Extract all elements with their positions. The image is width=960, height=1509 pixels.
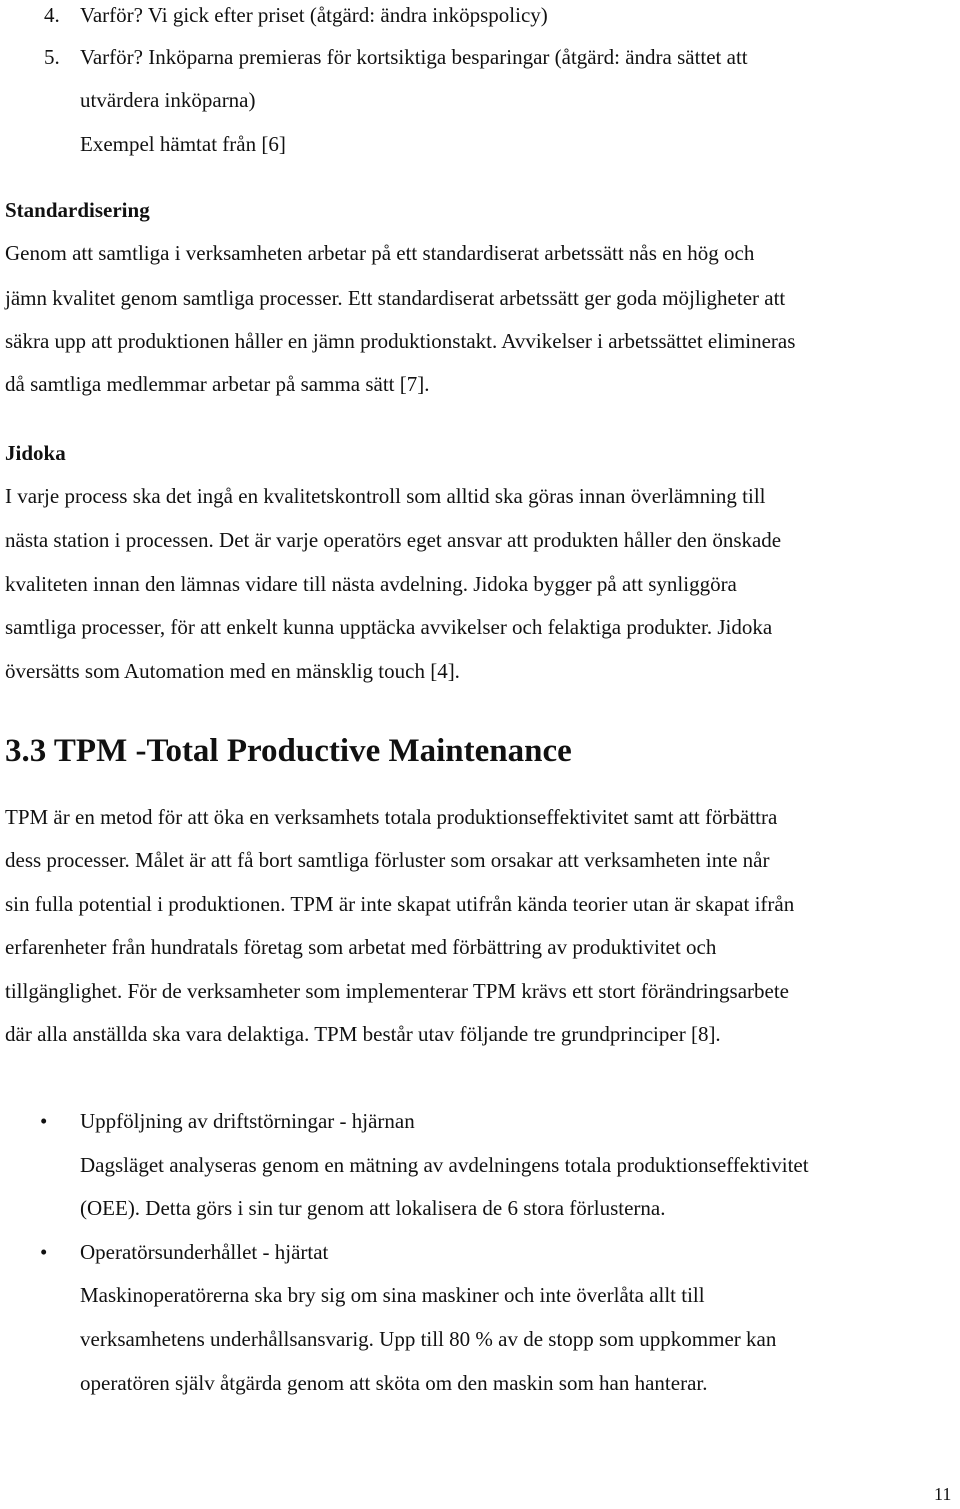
bullet-icon: •: [40, 1240, 48, 1264]
bullet-line: verksamhetens underhållsansvarig. Upp till 80 % av de stopp som uppkommer kan: [80, 1327, 777, 1351]
paragraph-line: I varje process ska det ingå en kvalitetskontroll som alltid ska göras innan överlämning till: [5, 484, 766, 508]
paragraph-line: Genom att samtliga i verksamheten arbetar på ett standardiserat arbetssätt nås en hög och: [5, 241, 755, 265]
paragraph-line: erfarenheter från hundratals företag som arbetat med förbättring av produktivitet och: [5, 935, 717, 959]
paragraph-line: sin fulla potential i produktionen. TPM är inte skapat utifrån kända teorier utan är skapat ifrån: [5, 892, 795, 916]
bullet-title: Operatörsunderhållet - hjärtat: [80, 1240, 329, 1264]
list-item-number: 4.: [44, 3, 60, 27]
bullet-icon: •: [40, 1109, 48, 1133]
example-source: Exempel hämtat från [6]: [80, 132, 286, 156]
paragraph-line: jämn kvalitet genom samtliga processer. Ett standardiserat arbetssätt ger goda möjligheter att: [5, 286, 786, 310]
paragraph-line: säkra upp att produktionen håller en jämn produktionstakt. Avvikelser i arbetssättet elimineras: [5, 329, 796, 353]
page-number: 11: [934, 1484, 952, 1504]
section-heading: 3.3 TPM -Total Productive Maintenance: [5, 733, 572, 769]
paragraph-line: kvaliteten innan den lämnas vidare till nästa avdelning. Jidoka bygger på att synliggöra: [5, 572, 737, 596]
jidoka-heading: Jidoka: [5, 441, 66, 465]
list-item-text: Varför? Vi gick efter priset (åtgärd: ändra inköpspolicy): [80, 3, 548, 27]
bullet-line: (OEE). Detta görs i sin tur genom att lokalisera de 6 stora förlusterna.: [80, 1196, 666, 1220]
bullet-line: Dagsläget analyseras genom en mätning av avdelningens totala produktionseffektivitet: [80, 1153, 809, 1177]
paragraph-line: dess processer. Målet är att få bort samtliga förluster som orsakar att verksamheten inte når: [5, 848, 770, 872]
paragraph-line: TPM är en metod för att öka en verksamhets totala produktionseffektivitet samt att förbättra: [5, 805, 778, 829]
paragraph-line: då samtliga medlemmar arbetar på samma sätt [7].: [5, 372, 430, 396]
list-item-text: Varför? Inköparna premieras för kortsiktiga besparingar (åtgärd: ändra sättet att: [80, 45, 748, 69]
bullet-line: Maskinoperatörerna ska bry sig om sina maskiner och inte överlåta allt till: [80, 1283, 705, 1307]
list-item-number: 5.: [44, 45, 60, 69]
paragraph-line: översätts som Automation med en mänsklig touch [4].: [5, 659, 460, 683]
bullet-line: operatören själv åtgärda genom att sköta om den maskin som han hanterar.: [80, 1371, 708, 1395]
paragraph-line: nästa station i processen. Det är varje operatörs eget ansvar att produkten håller den önskade: [5, 528, 782, 552]
paragraph-line: där alla anställda ska vara delaktiga. TPM består utav följande tre grundprinciper [8].: [5, 1022, 721, 1046]
bullet-title: Uppföljning av driftstörningar - hjärnan: [80, 1109, 415, 1133]
standardisering-heading: Standardisering: [5, 198, 150, 222]
list-item-continuation: utvärdera inköparna): [80, 88, 256, 112]
paragraph-line: tillgänglighet. För de verksamheter som implementerar TPM krävs ett stort förändringsarbete: [5, 979, 789, 1003]
paragraph-line: samtliga processer, för att enkelt kunna upptäcka avvikelser och felaktiga produkter. Jidoka: [5, 615, 773, 639]
